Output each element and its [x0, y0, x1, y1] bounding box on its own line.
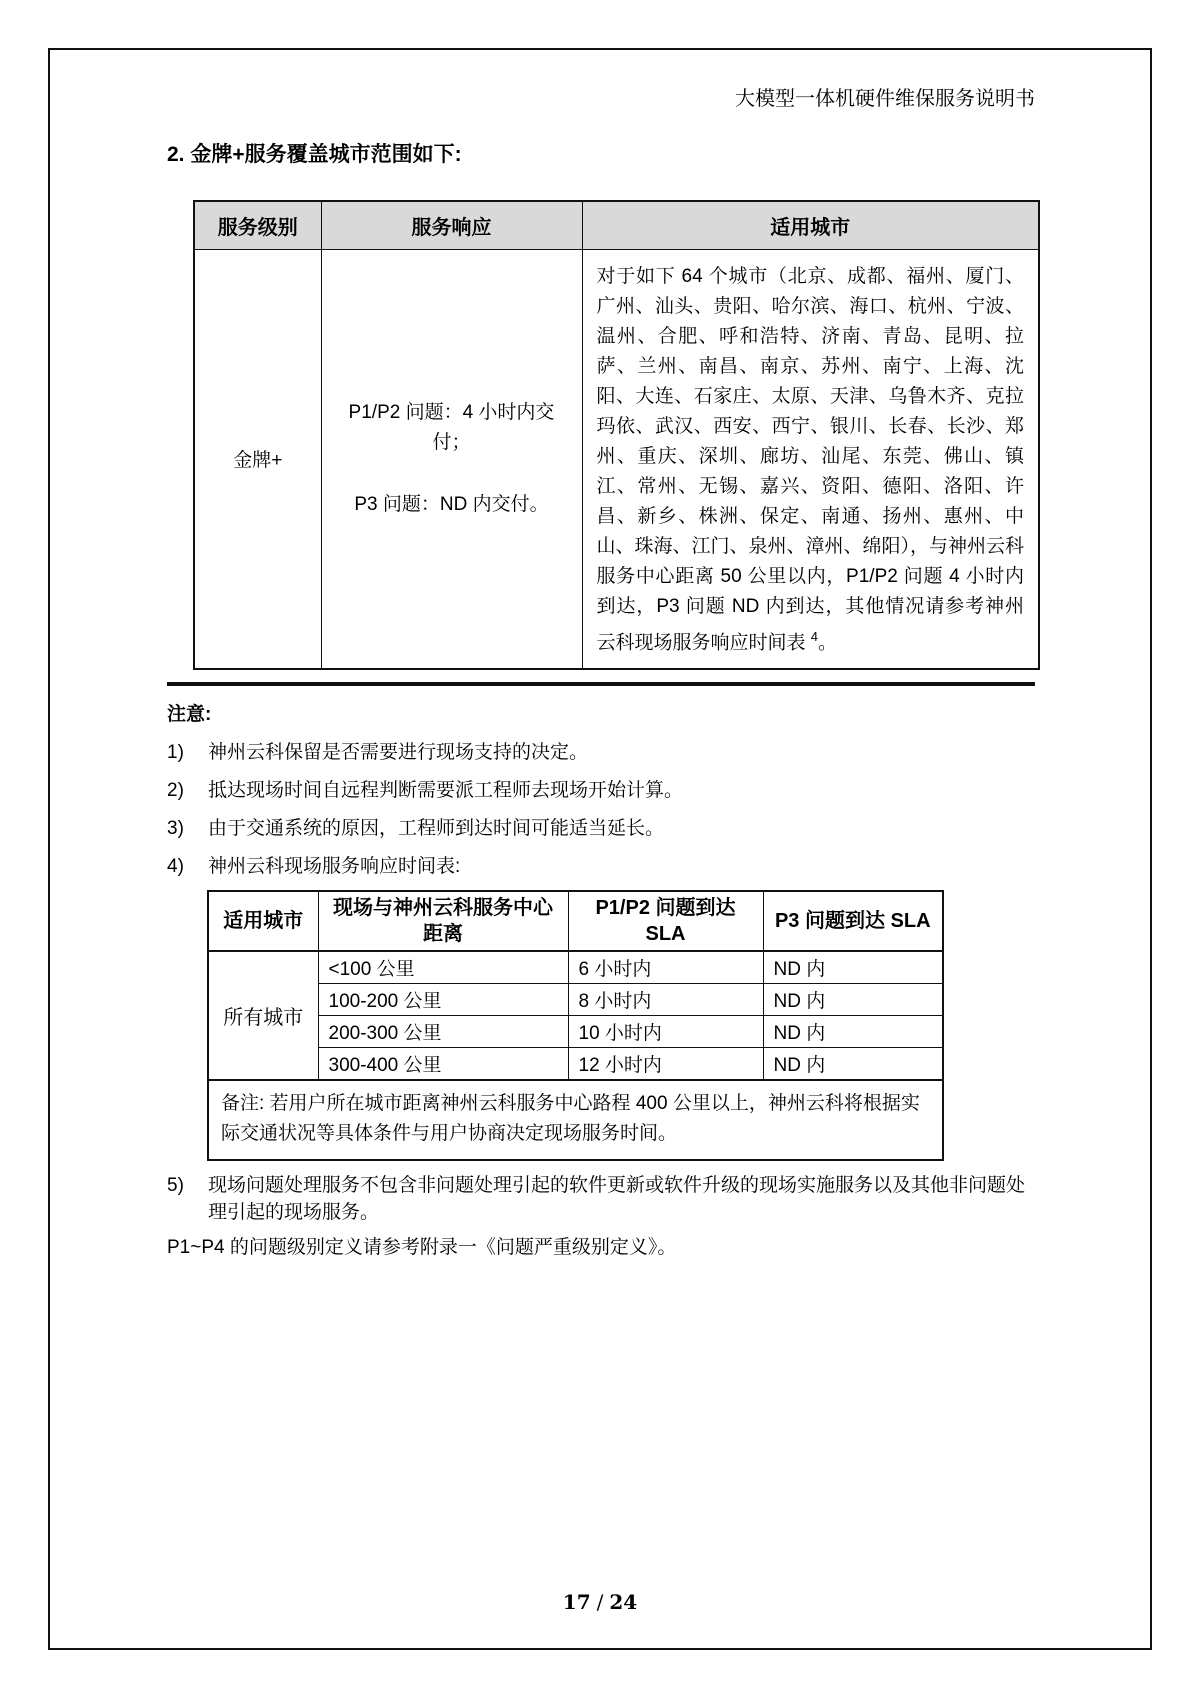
note-item-3	[167, 815, 1035, 842]
coverage-header-service-level: 服务级别	[194, 201, 321, 249]
service-level-cell: 金牌+	[194, 249, 321, 669]
sla-header-applicable-cities: 适用城市	[208, 891, 318, 951]
note-text: 神州云科保留是否需要进行现场支持的决定。	[208, 741, 589, 763]
page-number-total: 24	[609, 1590, 638, 1614]
sla-table	[207, 890, 944, 1161]
page-number-current: 17	[562, 1590, 591, 1614]
note-number: 3)	[167, 817, 184, 839]
sla-table-row	[208, 1015, 943, 1047]
p3-sla-cell: ND 内	[763, 1015, 943, 1047]
sla-table-row	[208, 983, 943, 1015]
document-header	[167, 84, 1035, 112]
note-text: 由于交通系统的原因，工程师到达时间可能适当延长。	[208, 817, 665, 839]
closing-line: P1~P4 的问题级别定义请参考附录一《问题严重级别定义》。	[167, 1236, 677, 1258]
note-text: 现场问题处理服务不包含非问题处理引起的软件更新或软件升级的现场实施服务以及其他非问题处理引起的现场服务。	[208, 1174, 1026, 1223]
city-scope-cell: 所有城市	[208, 951, 318, 1080]
note-item-2	[167, 777, 1035, 804]
coverage-table-row	[194, 249, 1039, 669]
coverage-header-service-response: 服务响应	[321, 201, 582, 249]
distance-cell: 300-400 公里	[318, 1047, 568, 1080]
p3-sla-cell: ND 内	[763, 1047, 943, 1080]
note-text: 神州云科现场服务响应时间表:	[208, 855, 461, 877]
page-number-separator: /	[596, 1590, 604, 1614]
section-title: 2. 金牌+服务覆盖城市范围如下:	[167, 143, 462, 166]
sla-header-p3: P3 问题到达 SLA	[763, 891, 943, 951]
distance-cell: <100 公里	[318, 951, 568, 984]
p3-sla-cell: ND 内	[763, 951, 943, 984]
response-p3: P3 问题：ND 内交付。	[354, 493, 549, 515]
distance-cell: 100-200 公里	[318, 983, 568, 1015]
sla-table-row	[208, 1047, 943, 1080]
note-number: 1)	[167, 741, 184, 763]
sla-header-p1p2: P1/P2 问题到达 SLA	[568, 891, 763, 951]
note-item-5	[167, 1172, 1035, 1226]
service-response-cell	[321, 249, 582, 669]
cities-text: 对于如下 64 个城市（北京、成都、福州、厦门、广州、汕头、贵阳、哈尔滨、海口、杭州、宁波、温州、合肥、呼和浩特、济南、青岛、昆明、拉萨、兰州、南昌、南京、苏州、南宁、上海、沈阳、大连、石家庄、太原、天津、乌鲁木齐、克拉玛依、武汉、西安、西宁、银川、长春、长沙、郑州、重庆、深圳、廊坊、汕尾、东莞、佛山、镇江、常州、无锡、嘉兴、资阳、德阳、洛阳、许昌、新乡、株洲、保定、南通、扬州、惠州、中山、珠海、江门、泉州、漳州、绵阳），与神州云科服务中心距离 50 公里以内，P1/P2 问题 4 小时内到达，P3 问题 ND 内到达，其他情况请参考神州云科现场服务响应时间表	[596, 265, 1025, 653]
applicable-cities-cell	[582, 249, 1039, 669]
note-text: 抵达现场时间自远程判断需要派工程师去现场开始计算。	[208, 779, 684, 801]
note-number: 2)	[167, 779, 184, 801]
document-header-title: 大模型一体机硬件维保服务说明书	[735, 86, 1035, 110]
coverage-table-header-row	[194, 201, 1039, 249]
p1p2-sla-cell: 10 小时内	[568, 1015, 763, 1047]
coverage-table	[193, 200, 1040, 670]
sla-table-header-row	[208, 891, 943, 951]
page-border-frame	[48, 48, 1152, 1650]
sla-table-row	[208, 951, 943, 984]
distance-cell: 200-300 公里	[318, 1015, 568, 1047]
notes-heading: 注意:	[167, 703, 212, 725]
coverage-header-applicable-cities: 适用城市	[582, 201, 1039, 249]
note-number: 4)	[167, 855, 184, 877]
remark-cell: 备注: 若用户所在城市距离神州云科服务中心路程 400 公里以上，神州云科将根据实际交通状况等具体条件与用户协商决定现场服务时间。	[208, 1080, 943, 1160]
sla-header-distance: 现场与神州云科服务中心距离	[318, 891, 568, 951]
note-item-1	[167, 739, 1035, 766]
page-number	[50, 1590, 1150, 1614]
note-item-4	[167, 853, 1035, 880]
response-p1p2: P1/P2 问题：4 小时内交付；	[348, 401, 555, 453]
footnote-ref: 4	[810, 628, 819, 644]
horizontal-rule	[167, 682, 1035, 686]
sla-remark-row	[208, 1080, 943, 1160]
page-content	[50, 50, 1150, 1261]
p1p2-sla-cell: 8 小时内	[568, 983, 763, 1015]
p1p2-sla-cell: 6 小时内	[568, 951, 763, 984]
p3-sla-cell: ND 内	[763, 983, 943, 1015]
cities-text-suffix: 。	[818, 631, 838, 653]
note-number: 5)	[167, 1174, 184, 1196]
p1p2-sla-cell: 12 小时内	[568, 1047, 763, 1080]
